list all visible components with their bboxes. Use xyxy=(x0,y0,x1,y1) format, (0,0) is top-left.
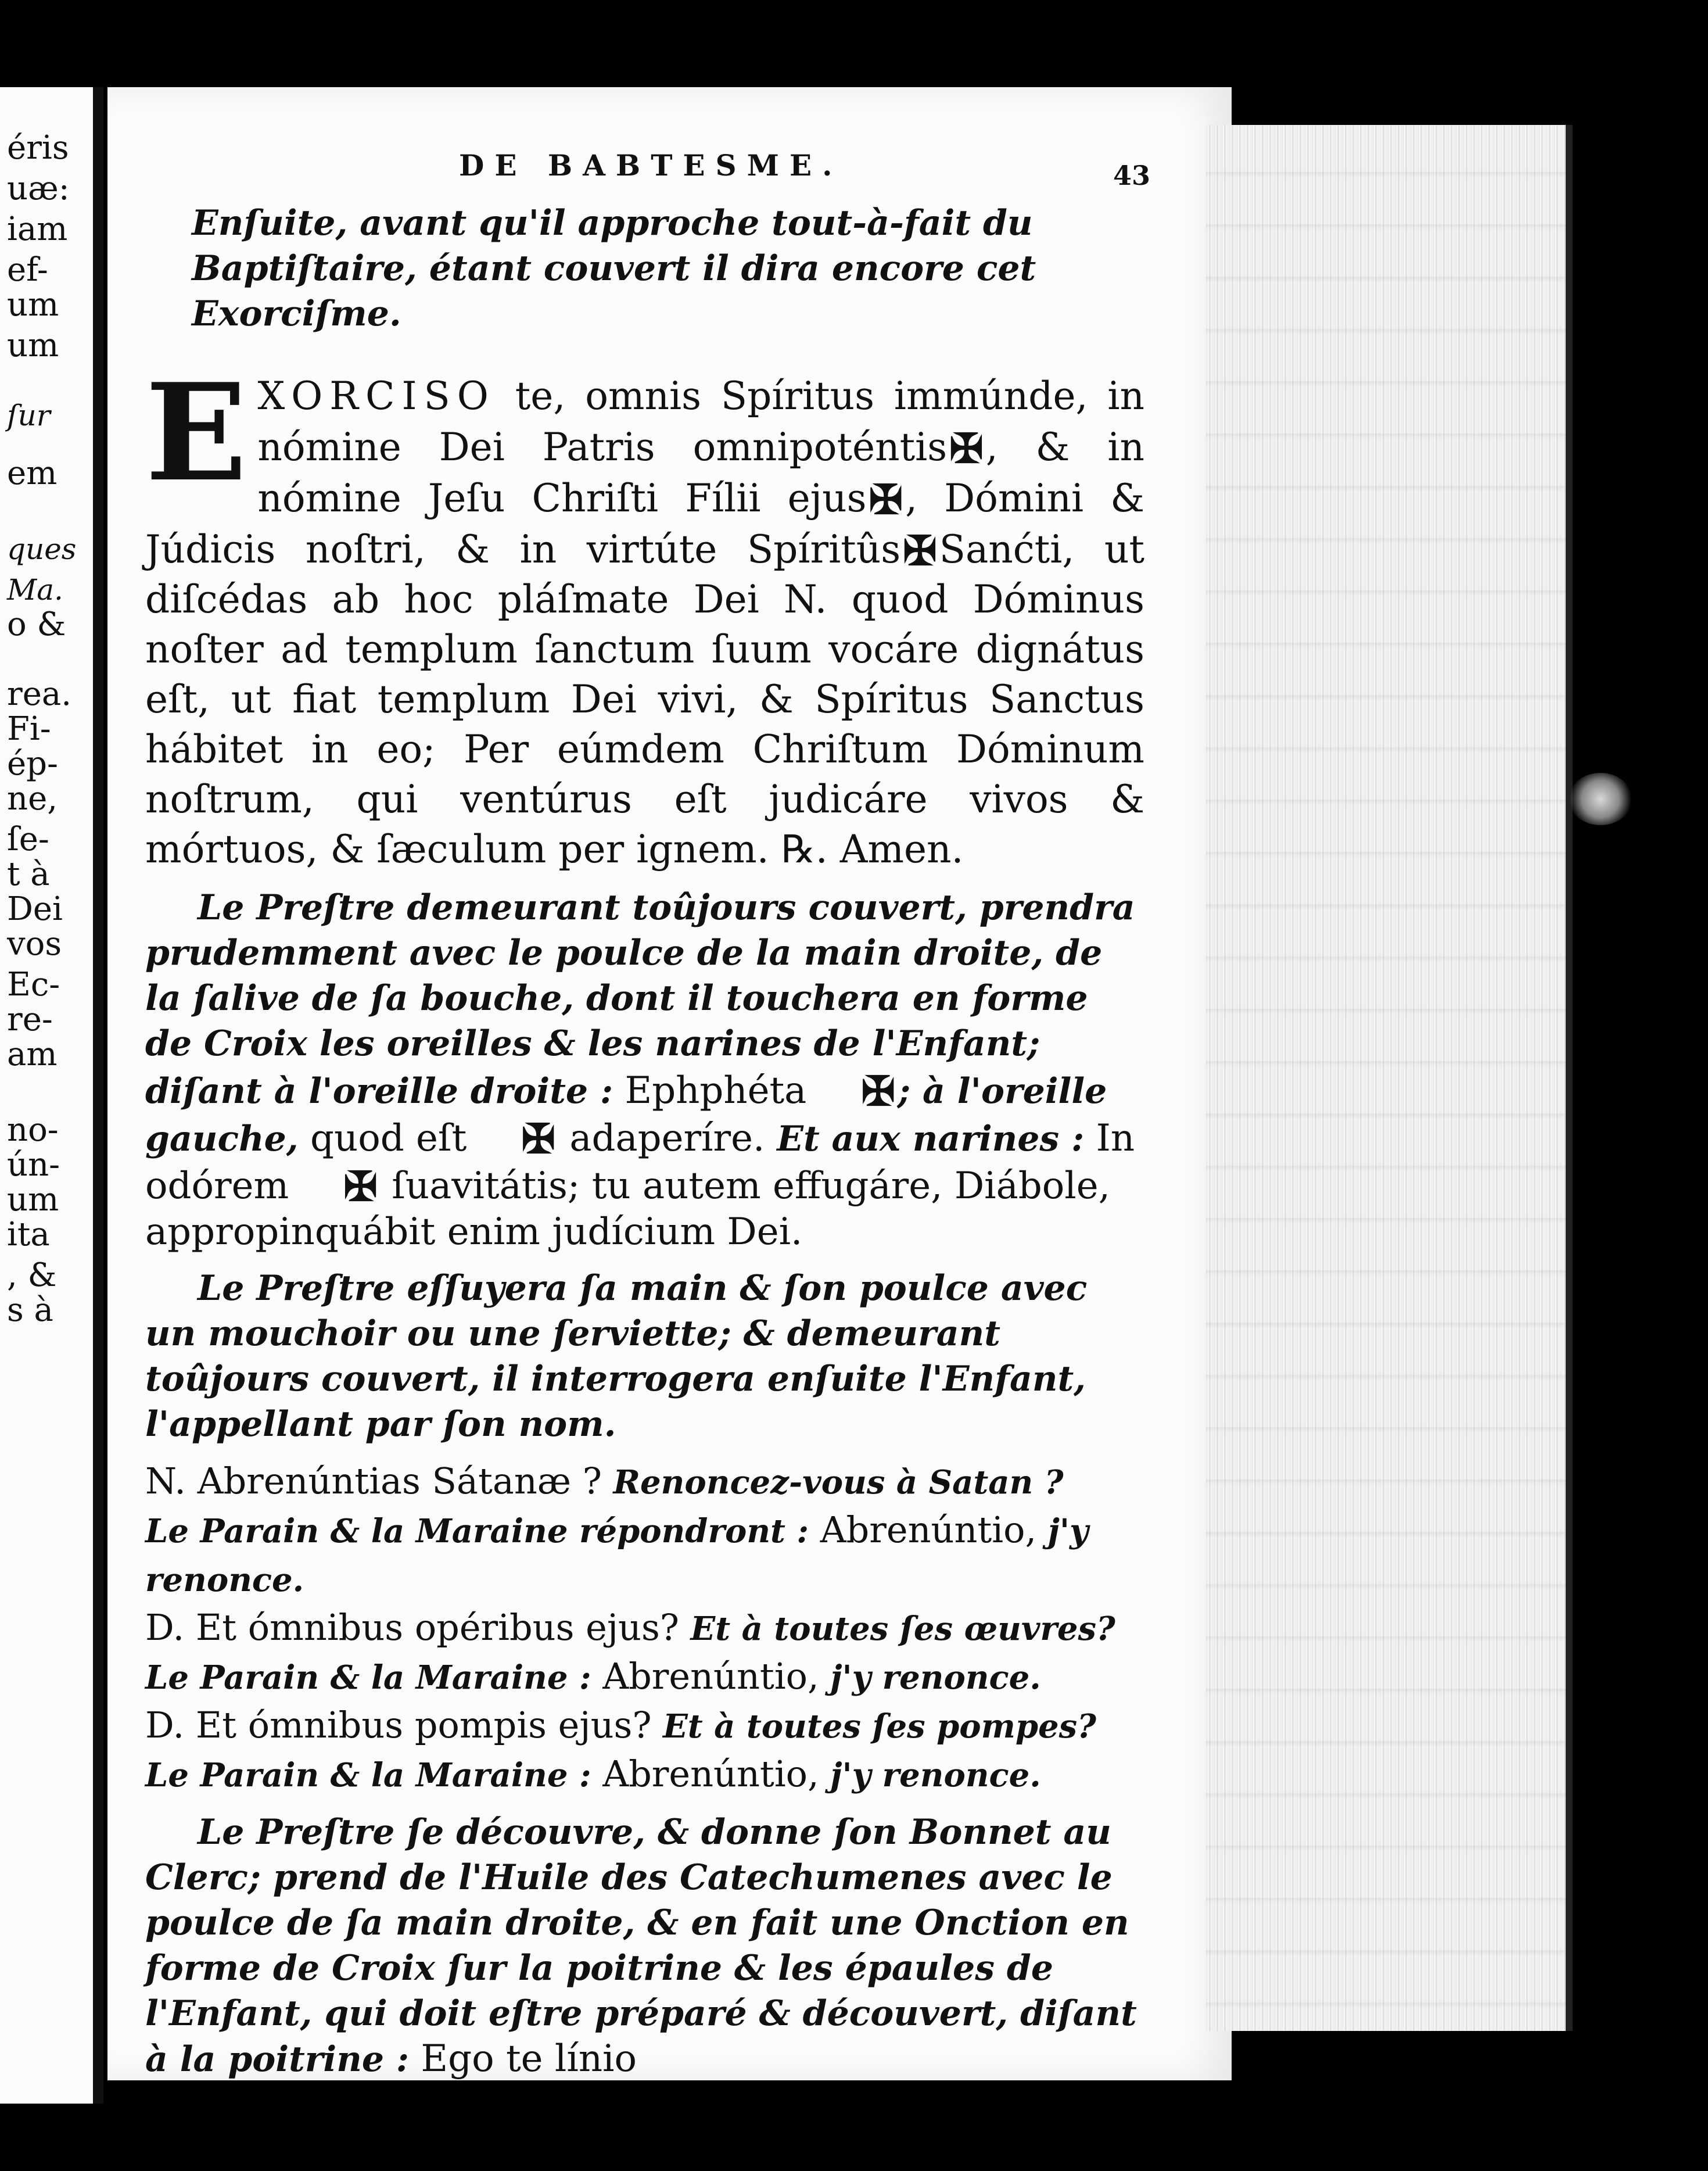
cross-icon: ✠ xyxy=(343,1162,378,1210)
dialogue-latin: Abrenúntio, xyxy=(591,1753,819,1795)
dialogue-latin: D. Et ómnibus opéribus ejus? xyxy=(145,1606,680,1649)
facing-page-fragment: no- xyxy=(7,1111,59,1149)
cross-icon: ✠ xyxy=(521,1115,555,1163)
dialogue-line xyxy=(145,1701,1144,1750)
dialogue-latin: Abrenúntio, xyxy=(809,1509,1037,1551)
drop-cap: E xyxy=(145,354,247,511)
dialogue-latin: N. Abrenúntias Sátanæ ? xyxy=(145,1460,602,1502)
facing-page-fragment: um xyxy=(7,1181,59,1219)
cross-icon: ✠ xyxy=(861,1067,895,1115)
ephpheta-text-d: ſuavitátis; tu autem effugáre, Diábole, appropinquábit enim judícium Dei. xyxy=(145,1165,1110,1253)
facing-page-fragment: Fi- xyxy=(7,710,51,748)
running-head xyxy=(145,148,1150,200)
dialogue-line xyxy=(145,1506,1144,1604)
facing-page-fragment: um xyxy=(7,327,59,364)
dialogue-french: j'y renonce. xyxy=(145,1512,1089,1599)
dialogue-line xyxy=(145,1457,1144,1506)
facing-page-fragment: ef- xyxy=(7,251,48,289)
facing-page-fragment: iam xyxy=(7,210,68,248)
dialogue-french: j'y renonce. xyxy=(819,1658,1041,1697)
exorcism-paragraph xyxy=(145,354,1144,875)
rubric-1: Enſuite, avant qu'il approche tout-à-fait du Baptiſtaire, étant couvert il dira encore cet Exorciſme. xyxy=(192,203,1036,334)
facing-page-fragment: ſur xyxy=(7,399,51,432)
exorcism-text-1: te, omnis Spíritus immúnde, in nómine Dei Patris omnipoténtis xyxy=(257,374,1144,470)
ephpheta-text-a: quod eſt xyxy=(298,1117,467,1160)
facing-page-fragment: Dei xyxy=(7,890,63,928)
rubric-left-ear: ; à l'oreille gauche, xyxy=(145,1071,1107,1159)
dialogue-french: j'y renonce. xyxy=(819,1756,1041,1794)
dialogue-french: Renoncez-vous à Satan ? xyxy=(602,1463,1064,1502)
facing-page-fragment: ita xyxy=(7,1216,50,1253)
rubric-2-text: Le Preſtre demeurant toûjours couvert, prendra prudemment avec le poulce de la main droite, de la ſalive de ſa bouche, dont il touchera en forme de Croix les oreilles & les narines de l'Enfant; diſant à l'oreille droite : xyxy=(145,887,1135,1112)
light-flare xyxy=(1569,773,1632,825)
facing-page-fragment: ſe- xyxy=(7,821,49,858)
page-number: 43 xyxy=(1113,160,1150,191)
facing-page-fragment: t à xyxy=(7,855,50,893)
dialogue-line xyxy=(145,1653,1144,1701)
dialogue-latin: Abrenúntio, xyxy=(591,1655,819,1697)
facing-page-fragment: vos xyxy=(7,925,62,963)
facing-page-fragment: um xyxy=(7,286,59,324)
cross-icon: ✠ xyxy=(903,526,937,575)
facing-page-fragment: rea. xyxy=(7,675,72,713)
exorcism-text-4: Sanćti, ut diſcédas ab hoc pláſmate Dei N. quod Dóminus noſter ad templum ſanctum ſuum vocáre dignátus eſt, ut fiat templum Dei vivi, & Spíritus Sanctus hábitet in eo; Per eúmdem Chriſtum Dóminum noſtrum, qui ventúrus eſt judicáre vivos & mórtuos, & ſæculum per ignem. ℞. Amen. xyxy=(145,527,1144,872)
ephpheta-text-c: In odórem xyxy=(145,1117,1135,1208)
dialogue-rubric: Le Parain & la Maraine : xyxy=(145,1756,591,1794)
rubric-4 xyxy=(145,1810,1144,2082)
dialogue-rubric: Le Parain & la Maraine répondront : xyxy=(145,1512,809,1550)
facing-page-fragment: o & xyxy=(7,606,66,643)
cross-icon: ✠ xyxy=(869,475,903,524)
facing-page-fragment: uæ: xyxy=(7,170,70,207)
exorcism-text-3: , Dómini & Júdicis noſtri, & in virtúte Spíritûs xyxy=(145,476,1144,572)
closing-latin: Ego te línio xyxy=(409,2037,637,2080)
dialogue-line xyxy=(145,1604,1144,1653)
facing-page-fragment: am xyxy=(7,1036,58,1073)
dialogue-french: Et à toutes ſes pompes? xyxy=(651,1707,1096,1746)
dialogue-latin: D. Et ómnibus pompis ejus? xyxy=(145,1704,652,1746)
exorcism-text xyxy=(145,354,1144,875)
exorcism-text-2: , & in nómine Jeſu Chriſti Fílii ejus xyxy=(257,425,1144,521)
facing-page-fragment: ques xyxy=(7,532,77,566)
ephpheta-word: Ephphéta xyxy=(613,1069,807,1112)
facing-page-fragment: ép- xyxy=(7,745,58,783)
facing-page xyxy=(0,87,103,2104)
page-edges xyxy=(1205,125,1573,2031)
facing-page-fragment: ne, xyxy=(7,780,58,818)
ephpheta-text-b: adaperíre. xyxy=(557,1117,765,1160)
facing-page-fragment: éris xyxy=(7,129,69,167)
rubric-2 xyxy=(145,885,1144,1255)
facing-page-fragment: s à xyxy=(7,1291,53,1329)
cross-icon: ✠ xyxy=(949,424,984,472)
dialogue-line xyxy=(145,1750,1144,1799)
facing-page-fragment: re- xyxy=(7,1001,53,1038)
facing-page-fragment: em xyxy=(7,454,58,492)
opening-caps: XORCISO xyxy=(257,374,496,418)
running-title: DE BABTESME. xyxy=(459,148,843,182)
facing-page-fragment: Ma. xyxy=(7,573,63,607)
baptismal-dialogue xyxy=(145,1457,1144,1799)
dialogue-french: Et à toutes ſes œuvres? xyxy=(679,1610,1115,1648)
facing-page-fragment: Ec- xyxy=(7,966,60,1004)
dialogue-rubric: Le Parain & la Maraine : xyxy=(145,1658,591,1697)
facing-page-fragment: ún- xyxy=(7,1146,60,1184)
rubric-3: Le Preſtre eſſuyera ſa main & ſon poulce avec un mouchoir ou une ſerviette; & demeurant toûjours couvert, il interrogera enſuite l'Enfant, l'appellant par ſon nom. xyxy=(145,1268,1088,1445)
rubric-nostrils: Et aux narines : xyxy=(765,1119,1085,1159)
rubric-4-text: Le Preſtre ſe découvre, & donne ſon Bonnet au Clerc; prend de l'Huile des Catechumenes avec le poulce de ſa main droite, & en fait une Onction en forme de Croix ſur la poitrine & les épaules de l'Enfant, qui doit eſtre préparé & découvert, diſant à la poitrine : xyxy=(145,1812,1137,2080)
page-text xyxy=(145,148,1150,2082)
facing-page-fragment: , & xyxy=(7,1256,57,1294)
